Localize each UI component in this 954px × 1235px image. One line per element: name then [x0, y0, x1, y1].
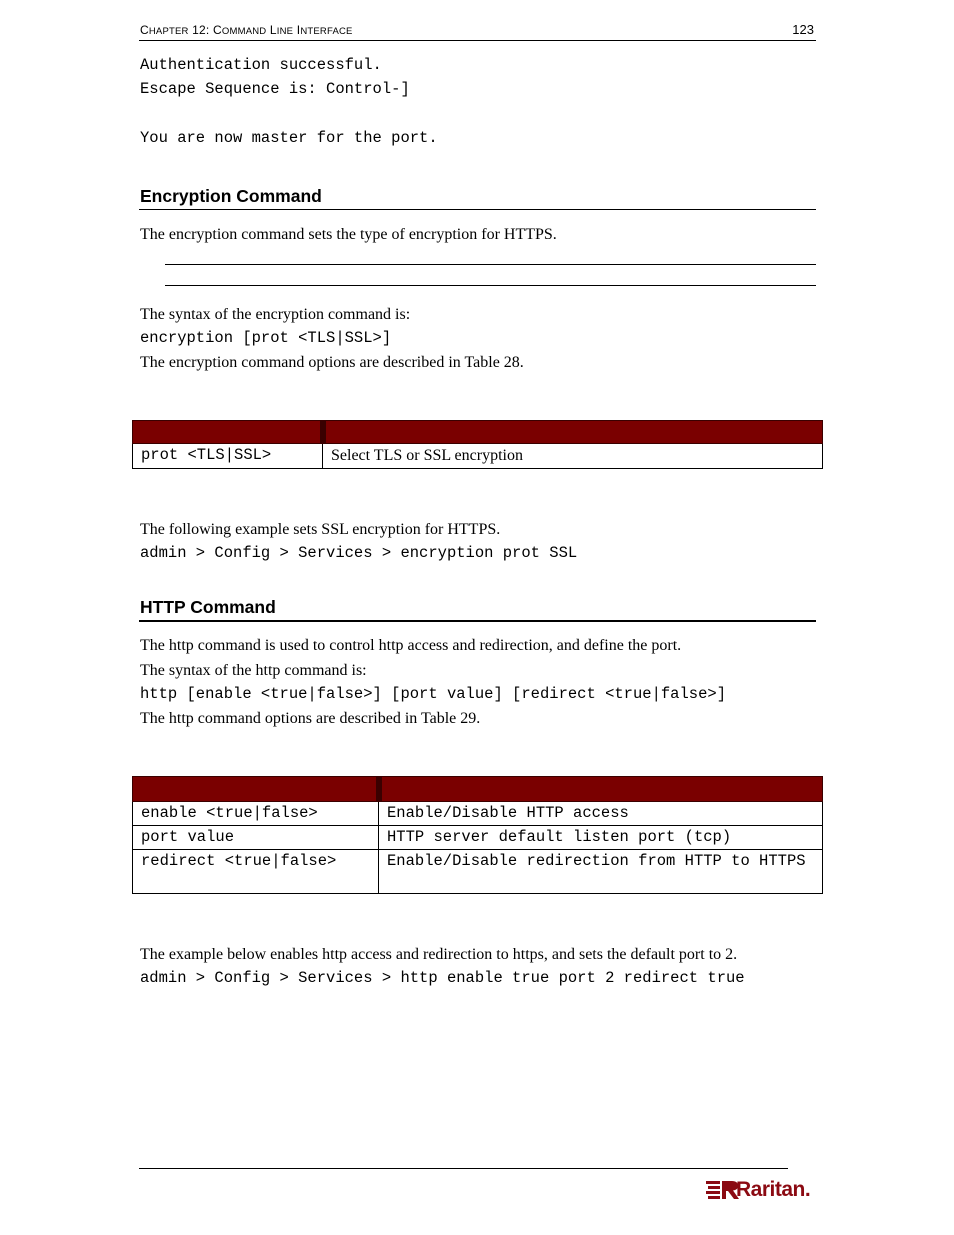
encryption-options-table	[132, 420, 823, 469]
intro-code-line-2: Escape Sequence is: Control-]	[140, 80, 410, 98]
option-cell: enable <true|false>	[133, 802, 379, 826]
table-row	[133, 826, 823, 850]
http-options-table	[132, 776, 823, 894]
running-header	[140, 23, 353, 37]
table-header-row	[133, 421, 823, 444]
table-header-cell	[379, 777, 823, 802]
description-cell: Select TLS or SSL encryption	[323, 444, 823, 469]
table-row	[133, 850, 823, 894]
table-row	[133, 802, 823, 826]
encryption-example-intro: The following example sets SSL encryption for HTTPS.	[140, 521, 501, 538]
header-chapter-cap: C	[140, 23, 149, 37]
encryption-heading-rule	[139, 209, 816, 210]
table-header-cell	[133, 421, 323, 444]
note-rule-bottom	[165, 285, 816, 286]
description-cell: Enable/Disable HTTP access	[379, 802, 823, 826]
encryption-syntax-intro: The syntax of the encryption command is:	[140, 306, 411, 323]
http-options-ref: The http command options are described in Table 29.	[140, 710, 481, 727]
header-title-rest-2: INE	[276, 26, 294, 37]
http-example-intro: The example below enables http access and redirection to https, and sets the default port to 2.	[140, 946, 738, 963]
table-header-cell	[133, 777, 379, 802]
header-title-rest-3: NTERFACE	[300, 26, 353, 37]
option-cell: redirect <true|false>	[133, 850, 379, 894]
option-cell: port value	[133, 826, 379, 850]
encryption-options-ref: The encryption command options are described in Table 28.	[140, 354, 524, 371]
header-title-cap-3: I	[296, 23, 301, 37]
http-heading-rule	[139, 620, 816, 622]
raritan-logo-icon	[706, 1180, 740, 1202]
header-chapter-rest: HAPTER	[148, 26, 189, 37]
description-cell: HTTP server default listen port (tcp)	[379, 826, 823, 850]
note-rule-top	[165, 264, 816, 265]
encryption-description: The encryption command sets the type of encryption for HTTPS.	[140, 226, 557, 243]
header-rule	[139, 40, 816, 41]
raritan-logo	[706, 1178, 816, 1204]
encryption-syntax: encryption [prot <TLS|SSL>]	[140, 329, 392, 347]
page-number: 123	[792, 22, 814, 37]
header-title-rest-1: OMMAND	[221, 26, 267, 37]
intro-code-line-3: You are now master for the port.	[140, 129, 438, 147]
table-header-cell	[323, 421, 823, 444]
encryption-heading: Encryption Command	[140, 186, 322, 206]
header-title-cap-1: C	[213, 23, 222, 37]
header-title-cap-2: L	[269, 23, 277, 37]
header-chapter-number: 12:	[192, 23, 210, 37]
http-syntax-intro: The syntax of the http command is:	[140, 662, 367, 679]
http-syntax: http [enable <true|false>] [port value] [redirect <true|false>]	[140, 685, 726, 703]
option-cell: prot <TLS|SSL>	[133, 444, 323, 469]
http-example: admin > Config > Services > http enable true port 2 redirect true	[140, 969, 745, 987]
intro-code-line-1: Authentication successful.	[140, 56, 382, 74]
http-heading: HTTP Command	[140, 597, 276, 617]
description-cell: Enable/Disable redirection from HTTP to HTTPS	[379, 850, 823, 894]
table-row	[133, 444, 823, 469]
http-description: The http command is used to control http access and redirection, and define the port.	[140, 637, 682, 654]
logo-text: Raritan.	[736, 1178, 811, 1201]
table-header-row	[133, 777, 823, 802]
footer-rule	[139, 1168, 788, 1169]
encryption-example: admin > Config > Services > encryption prot SSL	[140, 544, 578, 562]
